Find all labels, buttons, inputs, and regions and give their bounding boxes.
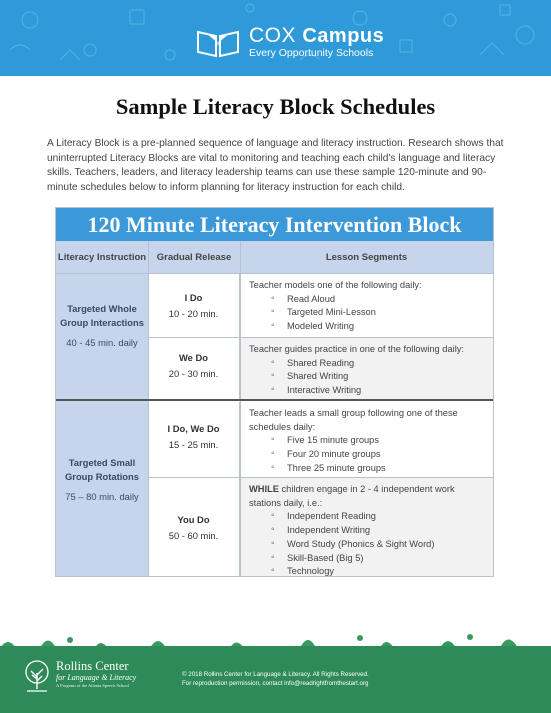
- list-item: ◦ Targeted Mini-Lesson: [249, 306, 487, 320]
- lesson-segment: [241, 478, 493, 576]
- org-program: A Program of the Atlanta Speech School: [56, 683, 129, 688]
- list-item: ◦ Technology: [249, 565, 487, 576]
- list-item: ◦ Interactive Writing: [249, 384, 487, 398]
- intro-paragraph: A Literacy Block is a pre-planned sequence of language and literacy instruction. Research shows that uninterrupted Literacy Blocks are vital to monitoring and teaching each child's language and literacy skills. Teachers, leaders, and literacy leadership teams can use these sample 120-minute and 90-minute schedules below to inform planning for literacy instruction for each child.: [47, 138, 504, 193]
- release-label: I Do, We Do: [167, 423, 220, 434]
- column-header-literacy-instruction: Literacy Instruction: [56, 241, 148, 273]
- group-time: 75 – 80 min. daily: [65, 491, 139, 502]
- permission-text: For reproduction permission, contact info@readrightfromthestart.org: [182, 680, 369, 687]
- column-header-lesson-segments: Lesson Segments: [240, 241, 493, 273]
- group-divider: [56, 399, 493, 401]
- header-banner: [0, 0, 551, 76]
- brand-name: COX: [249, 24, 297, 47]
- page-title: Sample Literacy Block Schedules: [115, 94, 436, 119]
- lesson-segment: [241, 338, 493, 400]
- list-item: ◦ Word Study (Phonics & Sight Word): [249, 538, 487, 552]
- rollins-center-logo: [56, 660, 136, 689]
- divider: [148, 477, 493, 478]
- list-item: ◦ Read Aloud: [249, 293, 487, 307]
- segment-lead: [249, 483, 487, 510]
- table-row: [148, 478, 240, 576]
- segment-lead: Teacher models one of the following daily:: [249, 280, 422, 290]
- segment-lead-bold: WHILE: [249, 484, 279, 494]
- list-item: ◦ Independent Writing: [249, 524, 487, 538]
- list-item: ◦ Shared Writing: [249, 370, 487, 384]
- release-time: 20 - 30 min.: [168, 368, 219, 379]
- schedule-table: [55, 207, 494, 577]
- footer: [0, 646, 551, 713]
- group-name: Targeted Whole Group Interactions: [60, 303, 144, 328]
- list-item: ◦ Modeled Writing: [249, 320, 487, 334]
- list-item: ◦ Independent Reading: [249, 510, 487, 524]
- cox-campus-logo: [196, 26, 240, 58]
- grass-decoration: [0, 628, 551, 648]
- divider: [56, 273, 493, 274]
- brand-text: [249, 25, 384, 59]
- lesson-segment: [241, 274, 493, 337]
- table-grid: [56, 241, 493, 576]
- column-header-gradual-release: Gradual Release: [148, 241, 240, 273]
- segment-lead-text: children engage in 2 - 4 independent work stations daily, i.e.:: [249, 484, 455, 508]
- release-time: 10 - 20 min.: [168, 308, 219, 319]
- list-item: ◦ Shared Reading: [249, 357, 487, 371]
- group-name: Targeted Small Group Rotations: [65, 457, 139, 482]
- release-label: I Do: [184, 292, 203, 303]
- brand-tagline: Every Opportunity Schools: [249, 47, 374, 59]
- list-item: ◦ Three 25 minute groups: [249, 462, 487, 476]
- list-item: ◦ Five 15 minute groups: [249, 434, 487, 448]
- org-subtitle: for Language & Literacy: [56, 673, 137, 682]
- release-time: 50 - 60 min.: [168, 530, 219, 541]
- tree-icon: [22, 659, 52, 693]
- lesson-segment: [241, 402, 493, 477]
- table-row: [148, 274, 240, 337]
- brand-suffix: Campus: [302, 25, 385, 47]
- divider: [240, 241, 241, 576]
- release-time: 15 - 25 min.: [168, 439, 219, 450]
- release-label: You Do: [177, 514, 210, 525]
- divider: [148, 337, 493, 338]
- list-item: ◦ Skill-Based (Big 5): [249, 552, 487, 566]
- copyright-text: © 2018 Rollins Center for Language & Literacy. All Rights Reserved.: [182, 671, 369, 678]
- release-label: We Do: [179, 352, 208, 363]
- segment-lead: Teacher leads a small group following one of these schedules daily:: [249, 408, 458, 432]
- copyright-block: [182, 670, 369, 688]
- table-row: [148, 402, 240, 477]
- group-time: 40 - 45 min. daily: [66, 337, 138, 348]
- group-whole-group: [56, 274, 148, 399]
- table-heading: 120 Minute Literacy Intervention Block: [56, 208, 493, 241]
- divider: [148, 241, 149, 576]
- table-row: [148, 338, 240, 400]
- group-small-group: [56, 401, 148, 576]
- org-name: Rollins Center: [56, 659, 129, 673]
- segment-lead: Teacher guides practice in one of the following daily:: [249, 344, 464, 354]
- list-item: ◦ Four 20 minute groups: [249, 448, 487, 462]
